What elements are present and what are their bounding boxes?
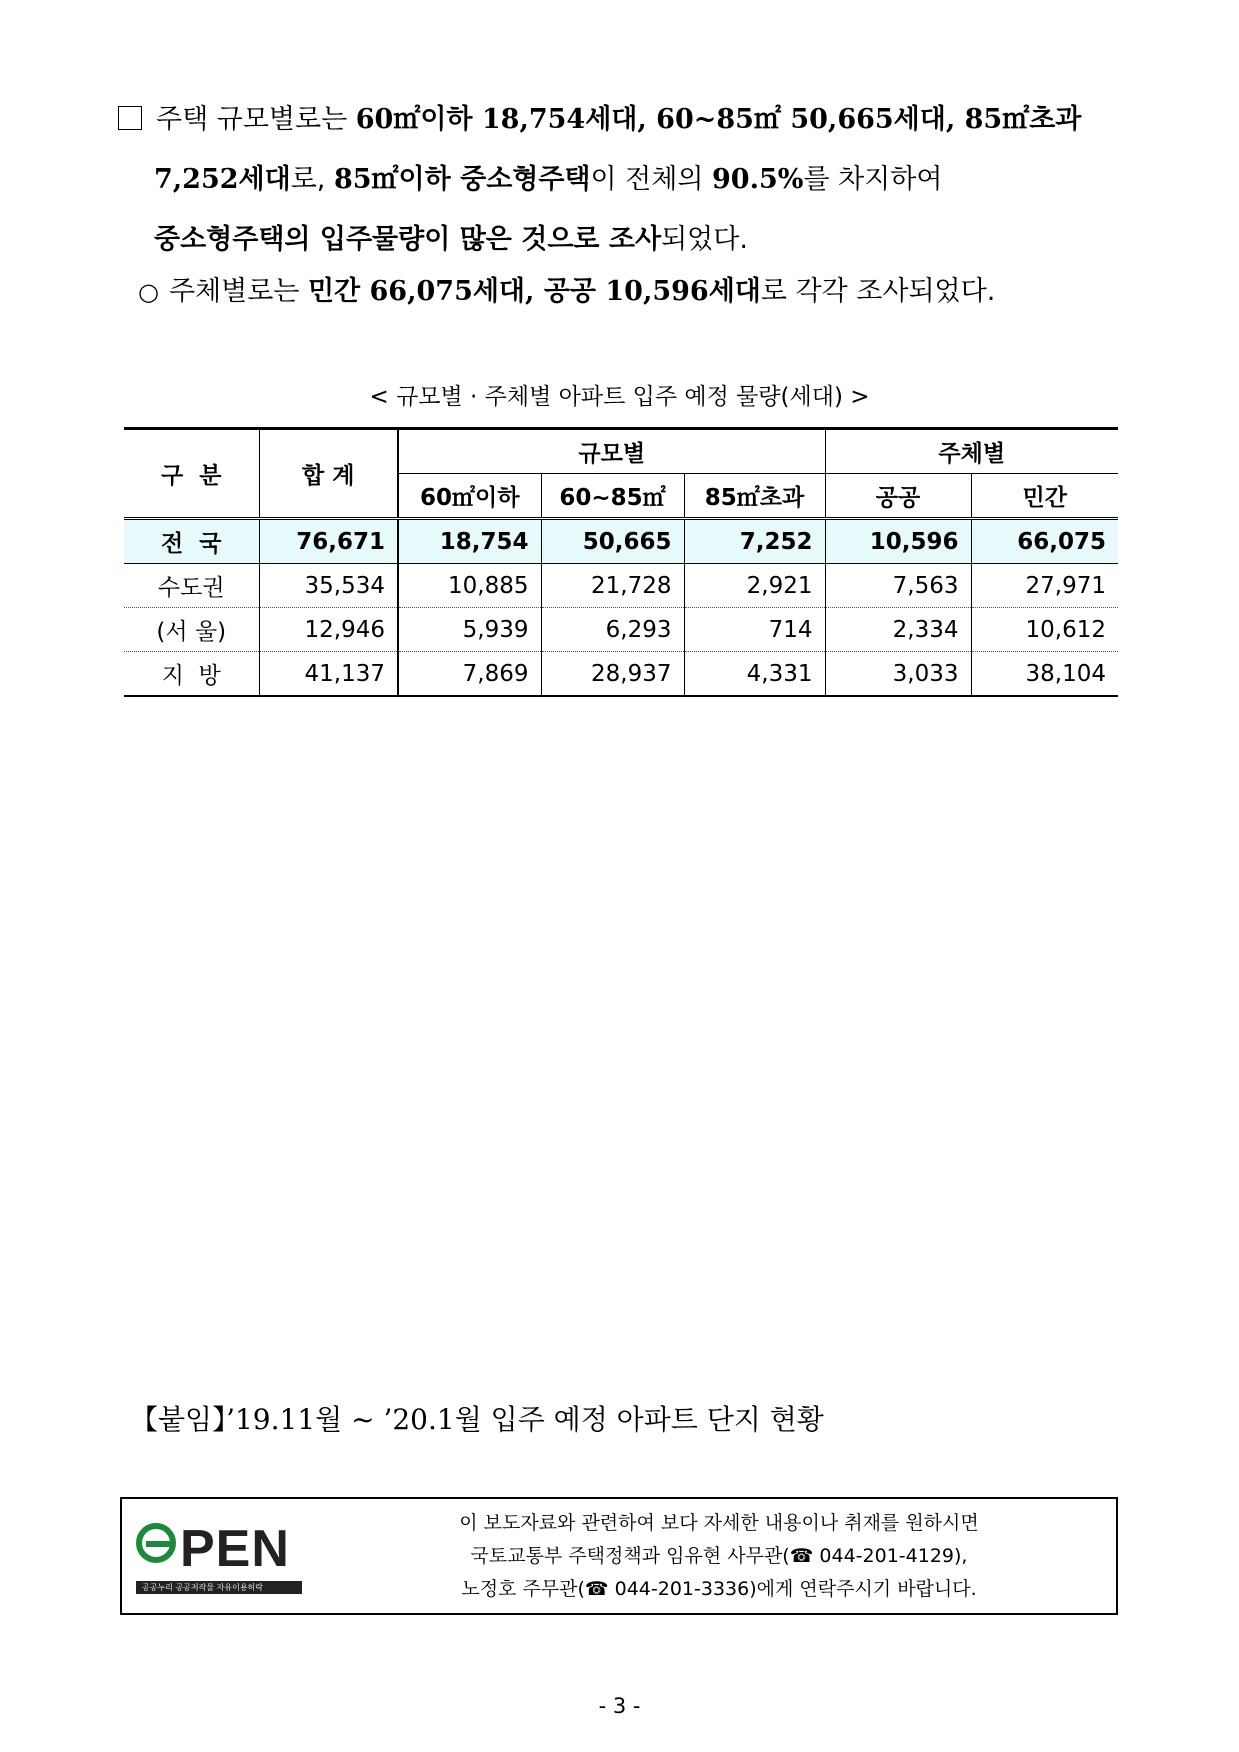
header-size-under-60: 60㎡이하 xyxy=(398,474,541,519)
open-logo-icon xyxy=(136,1523,176,1563)
housing-supply-table xyxy=(124,427,1118,697)
contact-text xyxy=(322,1507,1116,1606)
text: 되었다. xyxy=(661,224,748,255)
cell-total: 35,534 xyxy=(259,564,398,608)
table-caption: < 규모별 · 주체별 아파트 입주 예정 물량(세대) > xyxy=(369,384,870,410)
para1-line3 xyxy=(118,210,1118,270)
header-size-60-85: 60~85㎡ xyxy=(541,474,684,519)
table-row xyxy=(124,652,1118,697)
cell-private: 10,612 xyxy=(971,608,1118,652)
bold-text: 90.5% xyxy=(712,164,804,195)
table-row xyxy=(124,608,1118,652)
table-row xyxy=(124,564,1118,608)
bold-text: 60㎡이하 18,754세대, 60~85㎡ 50,665세대, 85㎡초과 xyxy=(355,104,1082,135)
cell-over-85: 714 xyxy=(684,608,825,652)
contact-line: 국토교통부 주택정책과 임유현 사무관(☎ 044-201-4129), xyxy=(470,1545,968,1567)
cell-60-85: 6,293 xyxy=(541,608,684,652)
paragraph-entity-summary xyxy=(138,262,1138,322)
row-label: 전 국 xyxy=(124,519,259,564)
header-total: 합 계 xyxy=(259,429,398,519)
page-number: - 3 - xyxy=(598,1694,641,1718)
cell-under-60: 10,885 xyxy=(398,564,541,608)
paragraph-size-summary xyxy=(118,90,1118,270)
cell-public: 3,033 xyxy=(825,652,971,697)
cell-total: 41,137 xyxy=(259,652,398,697)
cell-total: 76,671 xyxy=(259,519,398,564)
text: 를 차지하여 xyxy=(803,164,943,195)
cell-public: 10,596 xyxy=(825,519,971,564)
contact-line: 노정호 주무관(☎ 044-201-3336)에게 연락주시기 바랍니다. xyxy=(461,1578,977,1600)
row-label: (서 울) xyxy=(124,608,259,652)
header-by-entity: 주체별 xyxy=(825,429,1118,474)
para1-line1 xyxy=(118,90,1118,150)
table-row xyxy=(124,519,1118,564)
attachment-note: 【붙임】’19.11월 ~ ’20.1월 입주 예정 아파트 단지 현황 xyxy=(130,1403,824,1436)
header-category: 구 분 xyxy=(124,429,259,519)
logo-text: PEN xyxy=(180,1520,290,1578)
contact-box xyxy=(120,1497,1118,1615)
row-label: 지 방 xyxy=(124,652,259,697)
cell-public: 2,334 xyxy=(825,608,971,652)
text: 주체별로는 xyxy=(168,276,308,307)
logo-caption: 공공누리 공공저작물 자유이용허락 xyxy=(136,1581,302,1594)
cell-60-85: 50,665 xyxy=(541,519,684,564)
cell-private: 27,971 xyxy=(971,564,1118,608)
cell-over-85: 7,252 xyxy=(684,519,825,564)
bold-text: 중소형주택의 입주물량이 많은 것으로 조사 xyxy=(154,224,662,255)
para1-line2 xyxy=(118,150,1118,210)
cell-over-85: 4,331 xyxy=(684,652,825,697)
text: 로, xyxy=(290,164,334,195)
cell-60-85: 21,728 xyxy=(541,564,684,608)
header-size-over-85: 85㎡초과 xyxy=(684,474,825,519)
row-label: 수도권 xyxy=(124,564,259,608)
open-license-logo xyxy=(136,1513,290,1592)
cell-under-60: 18,754 xyxy=(398,519,541,564)
header-by-size: 규모별 xyxy=(398,429,825,474)
cell-total: 12,946 xyxy=(259,608,398,652)
cell-private: 66,075 xyxy=(971,519,1118,564)
bold-text: 7,252세대 xyxy=(154,164,291,195)
square-bullet-icon xyxy=(118,106,142,130)
cell-public: 7,563 xyxy=(825,564,971,608)
text: 주택 규모별로는 xyxy=(156,104,356,135)
header-private: 민간 xyxy=(971,474,1118,519)
bold-text: 85㎡이하 중소형주택 xyxy=(333,164,591,195)
contact-line: 이 보도자료와 관련하여 보다 자세한 내용이나 취재를 원하시면 xyxy=(459,1512,979,1534)
text: 이 전체의 xyxy=(590,164,713,195)
cell-under-60: 5,939 xyxy=(398,608,541,652)
bold-text: 민간 66,075세대, 공공 10,596세대 xyxy=(307,276,761,307)
cell-over-85: 2,921 xyxy=(684,564,825,608)
text: 로 각각 조사되었다. xyxy=(760,276,996,307)
header-public: 공공 xyxy=(825,474,971,519)
cell-60-85: 28,937 xyxy=(541,652,684,697)
cell-under-60: 7,869 xyxy=(398,652,541,697)
circle-bullet-icon: ○ xyxy=(138,278,159,306)
cell-private: 38,104 xyxy=(971,652,1118,697)
